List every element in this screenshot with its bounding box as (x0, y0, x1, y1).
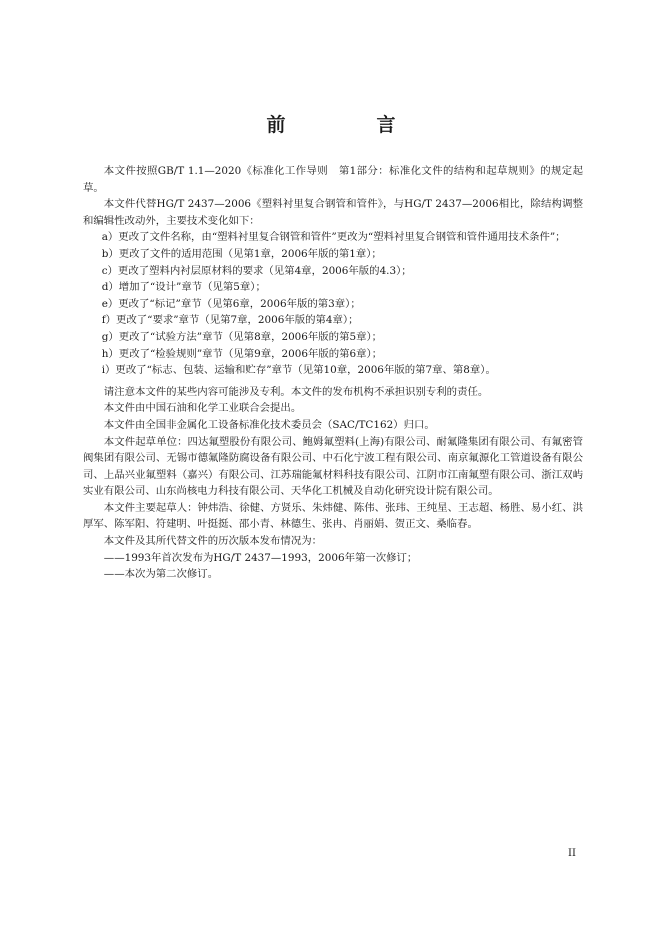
replaces-paragraph: 本文件代替HG/T 2437—2006《塑料衬里复合钢管和管件》，与HG/T 2437—2006相比，除结构调整和编辑性改动外，主要技术变化如下： (83, 198, 583, 227)
drafting-units-paragraph: 本文件起草单位：四达氟塑股份有限公司、鲍姆氟塑料(上海)有限公司、耐氟隆集团有限公司、有氟密管阀集团有限公司、无锡市德氟隆防腐设备有限公司、中石化宁波工程有限公司、南京氟源化工管道设备有限公司、上晶兴业氟塑料（嘉兴）有限公司、江苏瑞能氟材料科技有限公司、江阴市江南氟塑有限公司、浙江双屿实业有限公司、山东尚核电力科技有限公司、天华化工机械及自动化研究设计院有限公司。 (83, 435, 583, 498)
list-item: a）更改了文件名称，由“塑料衬里复合钢管和管件”更改为“塑料衬里复合钢管和管件通用技术条件”； (101, 231, 566, 244)
list-item: d）增加了“设计”章节（见第5章）； (101, 281, 266, 294)
drafters-paragraph: 本文件主要起草人：钟炜浩、徐健、方贤乐、朱炜健、陈伟、张玮、王纯星、王志超、杨胜、易小红、洪厚军、陈军阳、符建明、叶挺挺、邵小青、林德生、张冉、肖丽娟、贺正文、桑临春。 (83, 501, 583, 531)
list-item: h）更改了“检验规则”章节（见第9章，2006年版的第6章）； (101, 347, 383, 360)
proposed-by-paragraph: 本文件由中国石油和化学工业联合会提出。 (103, 402, 302, 415)
list-item: f）更改了“要求”章节（见第7章，2006年版的第4章）； (101, 314, 359, 327)
page-title: 前 言 (266, 114, 432, 136)
list-item: b）更改了文件的适用范围（见第1章，2006年版的第1章）； (101, 247, 382, 260)
patent-paragraph: 请注意本文件的某些内容可能涉及专利。本文件的发布机构不承担识别专利的责任。 (103, 385, 489, 398)
intro-paragraph: 本文件按照GB/T 1.1—2020《标准化工作导则 第1部分：标准化文件的结构和起草规则》的规定起草。 (83, 165, 583, 194)
centralized-by-paragraph: 本文件由全国非金属化工设备标准化技术委员会（SAC/TC162）归口。 (103, 418, 435, 431)
list-item: i）更改了“标志、包装、运输和贮存”章节（见第10章，2006年版的第7章、第8章）。 (101, 364, 496, 377)
history-item: ——本次为第二次修订。 (103, 568, 219, 581)
list-item: c）更改了塑料内衬层原材料的要求（见第4章，2006年版的4.3）； (101, 264, 412, 277)
changes-list (83, 229, 583, 378)
page-number: II (568, 848, 576, 859)
history-item: ——1993年首次发布为HG/T 2437—1993，2006年第一次修订； (103, 551, 418, 564)
list-item: g）更改了“试验方法”章节（见第8章，2006年版的第5章）； (101, 330, 383, 343)
history-intro-paragraph: 本文件及其所代替文件的历次版本发布情况为： (103, 535, 322, 548)
foreword-body (83, 163, 583, 583)
list-item: e）更改了“标记”章节（见第6章，2006年版的第3章）； (101, 297, 361, 310)
